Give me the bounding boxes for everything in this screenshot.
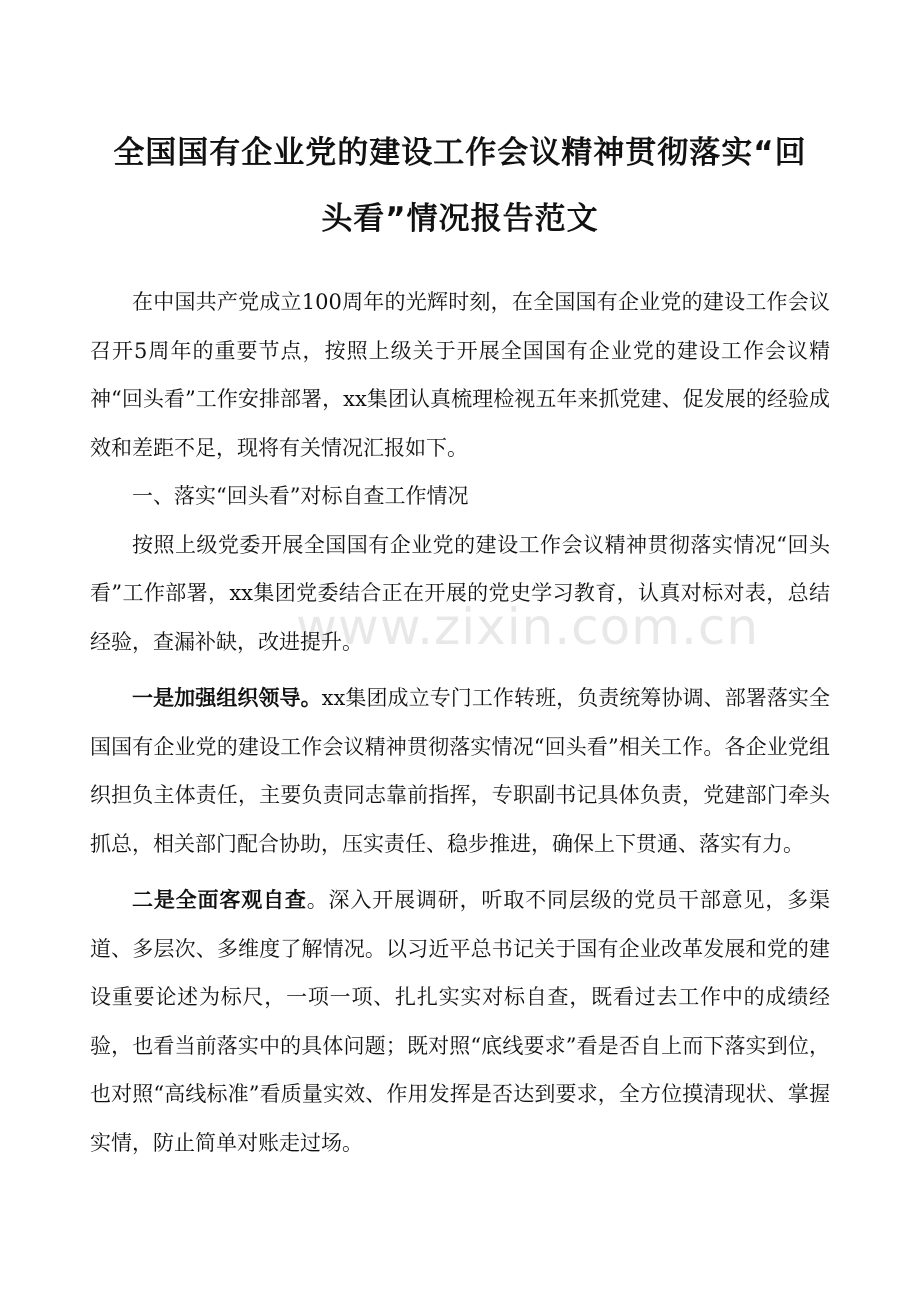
section-1-paragraph: 按照上级党委开展全国国有企业党的建设工作会议精神贯彻落实情况“回头看”工作部署，xx集团党委结合正在开展的党史学习教育，认真对标对表，总结经验，查漏补缺，改进提升。 <box>90 532 830 654</box>
title-line-2: 头看”情况报告范文 <box>321 201 599 237</box>
watermark: www.zixin.com.cn <box>296 598 760 656</box>
point-2-lead: 二是全面客观自查 <box>132 888 307 912</box>
point-2-text: 。深入开展调研，听取不同层级的党员干部意见，多渠道、多层次、多维度了解情况。以习近平总书记关于国有企业改革发展和党的建设重要论述为标尺，一项一项、扎扎实实对标自查，既看过去工作中的成绩经验，也看当前落实中的具体问题；既对照“底线要求”看是否自上而下落实到位，也对照“高线标准”看质量实效、作用发挥是否达到要求，全方位摸清现状、掌握实情，防止简单对账走过场。 <box>90 888 831 1155</box>
title-line-1: 全国国有企业党的建设工作会议精神贯彻落实“回 <box>113 135 807 171</box>
document-body <box>90 278 830 1167</box>
section-heading-1: 一、落实“回头看”对标自查工作情况 <box>132 484 469 508</box>
point-1-paragraph <box>90 674 830 868</box>
intro-paragraph: 在中国共产党成立100周年的光辉时刻，在全国国有企业党的建设工作会议召开5周年的重要节点，按照上级关于开展全国国有企业党的建设工作会议精神“回头看”工作安排部署，xx集团认真梳理检视五年来抓党建、促发展的经验成效和差距不足，现将有关情况汇报如下。 <box>90 290 830 460</box>
point-1-lead: 一是加强组织领导。 <box>132 686 322 710</box>
document-title <box>90 120 830 252</box>
point-1-text: xx集团成立专门工作转班，负责统筹协调、部署落实全国国有企业党的建设工作会议精神贯彻落实情况“回头看”相关工作。各企业党组织担负主体责任，主要负责同志靠前指挥，专职副书记具体负责，党建部门牵头抓总，相关部门配合协助，压实责任、稳步推进，确保上下贯通、落实有力。 <box>90 686 831 856</box>
point-2-paragraph <box>90 876 830 1167</box>
